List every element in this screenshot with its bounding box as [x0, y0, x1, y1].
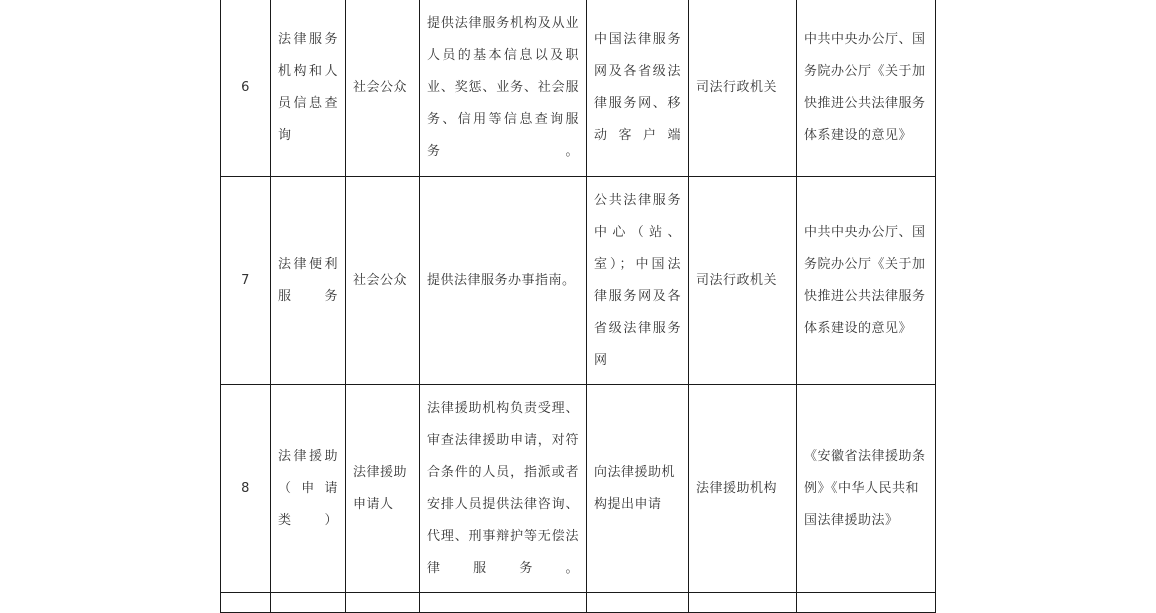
service-target-cell: 法律援助申请人	[346, 385, 420, 593]
service-agency-cell: 司法行政机关	[689, 0, 797, 177]
service-channel-cell: 公共法律服务中心（站、室）；中国法律服务网及各省级法律服务网	[587, 177, 689, 385]
service-channel-cell: 向法律援助机构提出申请	[587, 385, 689, 593]
empty-cell	[420, 593, 587, 613]
legal-basis-cell: 中共中央办公厅、国务院办公厅《关于加快推进公共法律服务体系建设的意见》	[797, 177, 936, 385]
table-row	[221, 385, 936, 593]
table-row	[221, 593, 936, 613]
legal-basis-cell: 《安徽省法律援助条例》《中华人民共和国法律援助法》	[797, 385, 936, 593]
row-number-cell: 8	[221, 385, 271, 593]
service-table	[220, 0, 936, 613]
table-row	[221, 0, 936, 177]
service-channel-cell: 中国法律服务网及各省级法律服务网、移动客户端	[587, 0, 689, 177]
service-name-cell: 法律援助（申请类）	[271, 385, 346, 593]
service-agency-cell: 法律援助机构	[689, 385, 797, 593]
empty-cell	[271, 593, 346, 613]
row-number-cell: 7	[221, 177, 271, 385]
empty-cell	[689, 593, 797, 613]
service-content-cell: 提供法律服务办事指南。	[420, 177, 587, 385]
service-target-cell: 社会公众	[346, 177, 420, 385]
empty-cell	[346, 593, 420, 613]
service-agency-cell: 司法行政机关	[689, 177, 797, 385]
service-content-cell: 法律援助机构负责受理、审查法律援助申请，对符合条件的人员，指派或者安排人员提供法律咨询、代理、刑事辩护等无偿法律服务。	[420, 385, 587, 593]
table-row	[221, 177, 936, 385]
empty-cell	[587, 593, 689, 613]
service-name-cell: 法律服务机构和人员信息查询	[271, 0, 346, 177]
empty-cell	[797, 593, 936, 613]
service-target-cell: 社会公众	[346, 0, 420, 177]
legal-basis-cell: 中共中央办公厅、国务院办公厅《关于加快推进公共法律服务体系建设的意见》	[797, 0, 936, 177]
service-content-cell: 提供法律服务机构及从业人员的基本信息以及职业、奖惩、业务、社会服务、信用等信息查询服务。	[420, 0, 587, 177]
row-number-cell: 6	[221, 0, 271, 177]
service-name-cell: 法律便利服务	[271, 177, 346, 385]
empty-cell	[221, 593, 271, 613]
